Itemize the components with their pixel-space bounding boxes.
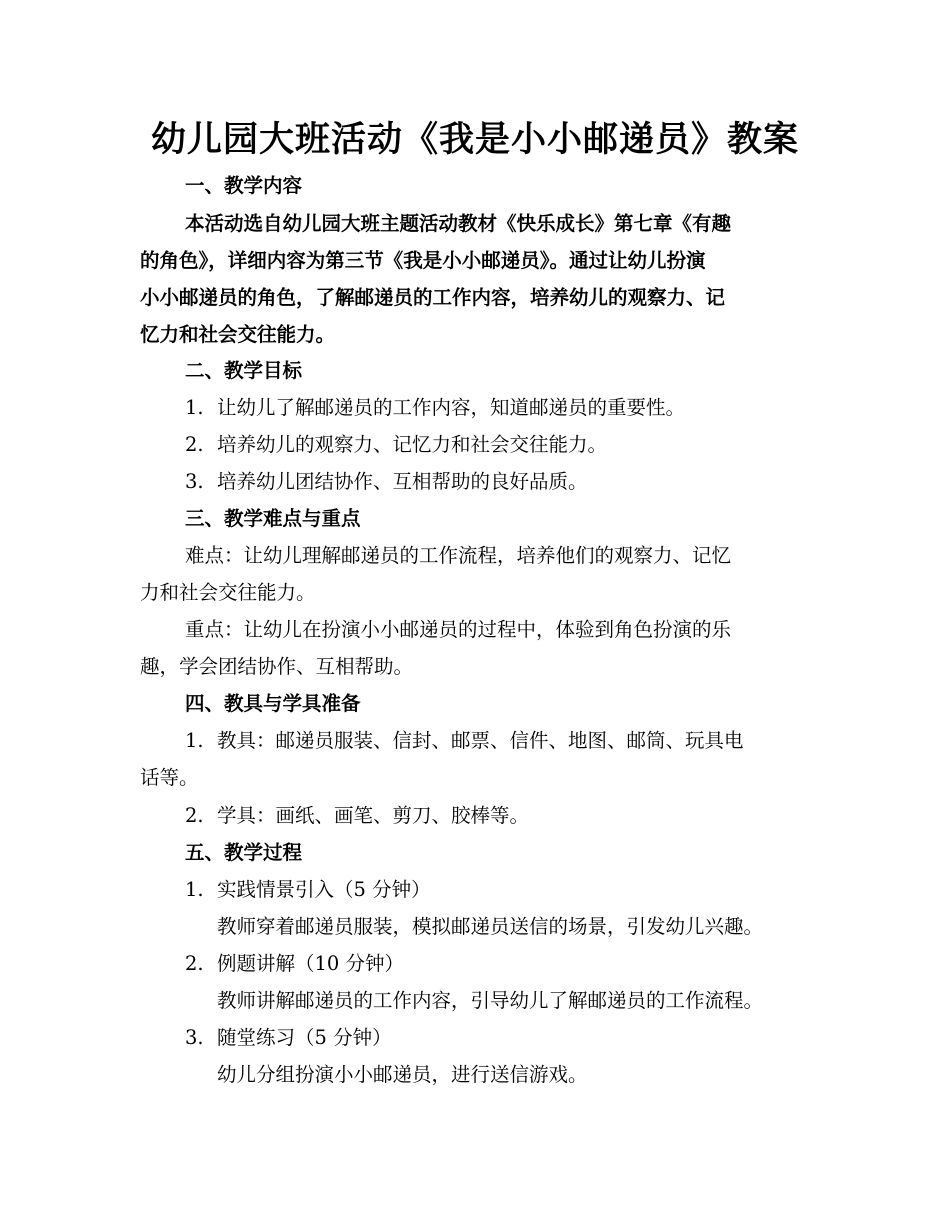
list-number: 3. <box>185 1026 204 1049</box>
list-text: 例题讲解（10 分钟） <box>217 952 405 975</box>
list-item <box>185 426 865 464</box>
list-number: 2. <box>185 804 204 827</box>
list-item <box>185 722 865 760</box>
paragraph-line: 小小邮递员的角色，了解邮递员的工作内容，培养幼儿的观察力、记 <box>140 286 726 309</box>
paragraph-line: 重点：让幼儿在扮演小小邮递员的过程中，体验到角色扮演的乐 <box>185 618 732 641</box>
list-number: 2. <box>185 952 204 975</box>
list-item <box>185 463 865 501</box>
list-item <box>185 1019 865 1057</box>
document-title: 幼儿园大班活动《我是小小邮递员》教案 <box>150 120 799 160</box>
list-text: 学具：画纸、画笔、剪刀、胶棒等。 <box>217 804 530 827</box>
list-text: 培养幼儿的观察力、记忆力和社会交往能力。 <box>217 433 608 456</box>
list-text: 教具：邮递员服装、信封、邮票、信件、地图、邮筒、玩具电 <box>217 729 744 752</box>
list-detail: 教师讲解邮递员的工作内容，引导幼儿了解邮递员的工作流程。 <box>217 989 764 1012</box>
list-number: 1. <box>185 878 204 901</box>
list-number: 1. <box>185 396 204 419</box>
list-text: 让幼儿了解邮递员的工作内容，知道邮递员的重要性。 <box>217 396 686 419</box>
list-detail: 幼儿分组扮演小小邮递员，进行送信游戏。 <box>217 1063 588 1086</box>
list-detail: 教师穿着邮递员服装，模拟邮递员送信的场景，引发幼儿兴趣。 <box>217 915 764 938</box>
paragraph-line: 的角色》，详细内容为第三节《我是小小邮递员》。通过让幼儿扮演 <box>140 249 706 272</box>
list-number: 3. <box>185 470 204 493</box>
section-heading-process: 五、教学过程 <box>185 841 303 864</box>
list-item-continuation: 话等。 <box>140 766 199 789</box>
list-text: 培养幼儿团结协作、互相帮助的良好品质。 <box>217 470 588 493</box>
section-heading-objectives: 二、教学目标 <box>185 359 303 382</box>
section-heading-content: 一、教学内容 <box>185 174 303 197</box>
list-number: 2. <box>185 433 204 456</box>
list-item <box>185 945 865 983</box>
list-item <box>185 871 865 909</box>
section-heading-difficulties: 三、教学难点与重点 <box>185 507 361 530</box>
paragraph-line: 本活动选自幼儿园大班主题活动教材《快乐成长》第七章《有趣 <box>185 212 732 235</box>
paragraph-line: 难点：让幼儿理解邮递员的工作流程，培养他们的观察力、记忆 <box>185 544 732 567</box>
list-text: 随堂练习（5 分钟） <box>217 1026 392 1049</box>
list-text: 实践情景引入（5 分钟） <box>217 878 431 901</box>
paragraph-line: 忆力和社会交往能力。 <box>140 323 336 346</box>
list-number: 1. <box>185 729 204 752</box>
paragraph-line: 力和社会交往能力。 <box>140 581 316 604</box>
paragraph-line: 趣，学会团结协作、互相帮助。 <box>140 655 414 678</box>
list-item <box>185 797 865 835</box>
list-item <box>185 389 865 427</box>
section-heading-materials: 四、教具与学具准备 <box>185 692 361 715</box>
